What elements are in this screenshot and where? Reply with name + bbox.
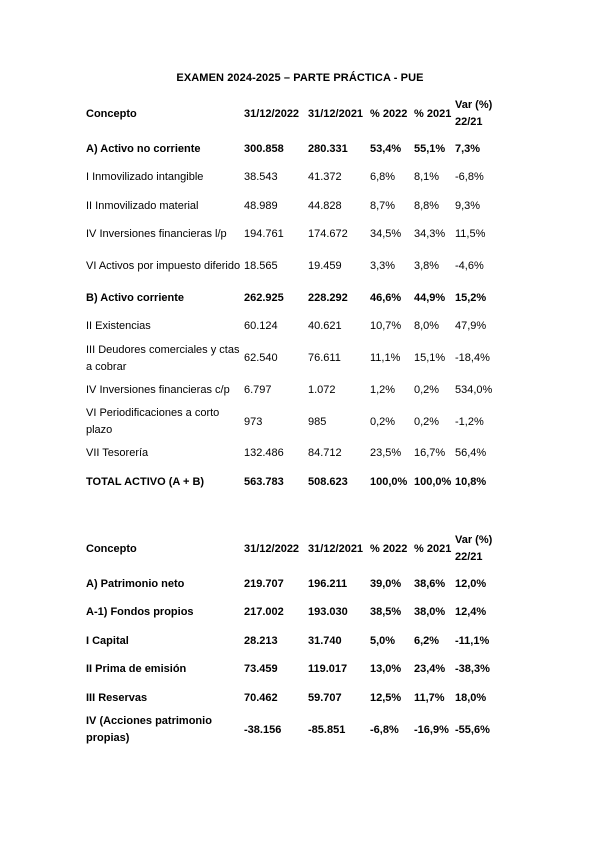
row-concepto: II Existencias	[86, 320, 151, 333]
table-row	[86, 440, 505, 469]
row-pct-2022: 1,2%	[370, 383, 396, 396]
row-var: 7,3%	[455, 142, 481, 155]
row-value-2022: -38.156	[244, 723, 282, 736]
row-value-2022: 300.858	[244, 142, 284, 155]
row-concepto: B) Activo corriente	[86, 291, 185, 304]
row-pct-2021: 15,1%	[414, 352, 446, 364]
table-row	[86, 713, 505, 748]
row-concepto: IV (Acciones patrimonio propias)	[86, 715, 212, 744]
row-value-2021: 228.292	[308, 291, 348, 304]
row-pct-2021: 8,0%	[414, 320, 440, 333]
row-pct-2022: -6,8%	[370, 723, 399, 736]
row-pct-2022: 38,5%	[370, 606, 402, 619]
row-concepto: IV Inversiones financieras c/p	[86, 383, 230, 396]
table-row	[86, 221, 505, 250]
row-concepto: III Deudores comerciales y ctas a cobrar	[86, 343, 240, 373]
row-var: -4,6%	[455, 260, 484, 272]
row-pct-2022: 8,7%	[370, 199, 396, 212]
header-pct-2021: % 2021	[414, 542, 452, 555]
row-value-2022: 60.124	[244, 320, 278, 333]
header-pct-2021: % 2021	[414, 107, 452, 120]
row-value-2022: 132.486	[244, 447, 284, 460]
table-row	[86, 468, 505, 497]
row-value-2021: 76.611	[308, 352, 341, 364]
row-concepto: TOTAL ACTIVO (A + B)	[86, 475, 205, 488]
row-pct-2021: 3,8%	[414, 260, 440, 272]
header-pct-2022: % 2022	[370, 542, 408, 555]
row-var: 9,3%	[455, 199, 481, 212]
row-value-2022: 563.783	[244, 475, 284, 488]
row-pct-2021: 38,6%	[414, 577, 446, 590]
header-2021: 31/12/2021	[308, 542, 364, 555]
row-value-2022: 38.543	[244, 171, 278, 184]
row-pct-2021: 100,0%	[414, 475, 452, 488]
row-var: 18,0%	[455, 691, 487, 704]
row-pct-2021: 38,0%	[414, 606, 446, 619]
header-var: Var (%) 22/21	[455, 99, 493, 128]
table-row	[86, 376, 505, 405]
table-row	[86, 164, 505, 193]
table-row	[86, 284, 505, 313]
activo-table	[86, 93, 505, 497]
table-row	[86, 656, 505, 685]
row-value-2021: 19.459	[308, 260, 342, 272]
activo-body	[86, 135, 505, 497]
row-value-2021: 985	[308, 415, 327, 428]
row-var: 12,4%	[455, 606, 487, 619]
row-value-2022: 73.459	[244, 663, 278, 676]
table-header-row	[86, 93, 505, 135]
row-value-2021: 508.623	[308, 475, 348, 488]
row-concepto: I Inmovilizado intangible	[86, 171, 204, 184]
row-var: -1,2%	[455, 415, 484, 428]
row-value-2021: 1.072	[308, 383, 336, 396]
row-pct-2022: 11,1%	[370, 352, 401, 364]
row-value-2022: 219.707	[244, 577, 284, 590]
row-value-2021: 119.017	[308, 663, 348, 676]
row-var: 11,5%	[455, 228, 486, 241]
row-pct-2021: 23,4%	[414, 663, 446, 676]
table-row	[86, 570, 505, 599]
row-var: 15,2%	[455, 291, 487, 304]
row-var: 56,4%	[455, 447, 487, 460]
table-header-row	[86, 528, 505, 570]
row-pct-2022: 13,0%	[370, 663, 402, 676]
row-pct-2021: 8,1%	[414, 171, 440, 184]
row-value-2022: 217.002	[244, 606, 284, 619]
row-value-2021: 193.030	[308, 606, 348, 619]
row-var: 10,8%	[455, 475, 487, 488]
row-concepto: A) Activo no corriente	[86, 142, 201, 155]
row-value-2022: 28.213	[244, 634, 278, 647]
row-pct-2022: 46,6%	[370, 291, 402, 304]
row-value-2022: 6.797	[244, 383, 272, 396]
header-pct-2022: % 2022	[370, 107, 408, 120]
row-concepto: VII Tesorería	[86, 447, 149, 460]
table-row	[86, 684, 505, 713]
row-pct-2022: 34,5%	[370, 228, 402, 241]
row-value-2022: 973	[244, 415, 263, 428]
row-concepto: I Capital	[86, 634, 129, 647]
row-var: 12,0%	[455, 577, 487, 590]
row-value-2021: -85.851	[308, 723, 346, 736]
row-concepto: VI Activos por impuesto diferido	[86, 260, 241, 272]
row-var: -38,3%	[455, 663, 490, 676]
row-concepto: A-1) Fondos propios	[86, 606, 194, 619]
table-row	[86, 313, 505, 342]
row-pct-2022: 5,0%	[370, 634, 396, 647]
table-row	[86, 405, 505, 440]
header-2022: 31/12/2022	[244, 542, 300, 555]
row-pct-2021: 6,2%	[414, 634, 440, 647]
row-concepto: VI Periodificaciones a corto plazo	[86, 407, 220, 436]
row-concepto: IV Inversiones financieras l/p	[86, 228, 227, 241]
row-pct-2022: 23,5%	[370, 447, 402, 460]
row-value-2021: 280.331	[308, 142, 348, 155]
header-2021: 31/12/2021	[308, 107, 364, 120]
row-pct-2022: 0,2%	[370, 415, 396, 428]
row-concepto: III Reservas	[86, 691, 148, 704]
row-value-2022: 262.925	[244, 291, 284, 304]
row-pct-2022: 12,5%	[370, 691, 402, 704]
row-concepto: II Prima de emisión	[86, 663, 187, 676]
row-var: 534,0%	[455, 383, 493, 396]
header-concepto: Concepto	[86, 107, 137, 120]
row-value-2021: 31.740	[308, 634, 342, 647]
patrimonio-table	[86, 528, 505, 748]
table-row	[86, 341, 505, 376]
row-pct-2021: 11,7%	[414, 691, 445, 704]
row-pct-2022: 39,0%	[370, 577, 402, 590]
row-value-2021: 174.672	[308, 228, 348, 241]
row-pct-2022: 10,7%	[370, 320, 402, 333]
row-pct-2021: 0,2%	[414, 383, 440, 396]
row-pct-2021: 16,7%	[414, 447, 446, 460]
table-row	[86, 135, 505, 164]
row-pct-2021: 8,8%	[414, 199, 440, 212]
header-concepto: Concepto	[86, 542, 137, 555]
row-value-2021: 40.621	[308, 320, 342, 333]
table-row	[86, 627, 505, 656]
row-value-2021: 41.372	[308, 171, 342, 184]
document-title: EXAMEN 2024-2025 – PARTE PRÁCTICA - PUE	[176, 72, 424, 84]
row-value-2022: 70.462	[244, 691, 278, 704]
row-value-2021: 59.707	[308, 691, 342, 704]
row-value-2022: 194.761	[244, 228, 284, 241]
table-row	[86, 192, 505, 221]
row-var: 47,9%	[455, 320, 487, 333]
row-concepto: II Inmovilizado material	[86, 199, 199, 212]
row-value-2021: 196.211	[308, 577, 348, 590]
header-var: Var (%) 22/21	[455, 534, 493, 563]
row-value-2022: 48.989	[244, 199, 278, 212]
row-pct-2021: -16,9%	[414, 723, 449, 736]
row-var: -55,6%	[455, 723, 490, 736]
row-value-2022: 62.540	[244, 352, 278, 364]
patrimonio-body	[86, 570, 505, 748]
row-pct-2022: 3,3%	[370, 260, 396, 272]
row-pct-2021: 44,9%	[414, 291, 446, 304]
row-value-2022: 18.565	[244, 260, 278, 272]
row-pct-2022: 100,0%	[370, 475, 408, 488]
table-row	[86, 249, 505, 284]
row-pct-2022: 6,8%	[370, 171, 396, 184]
row-value-2021: 84.712	[308, 447, 342, 460]
row-pct-2022: 53,4%	[370, 142, 402, 155]
table-row	[86, 599, 505, 628]
header-2022: 31/12/2022	[244, 107, 300, 120]
row-concepto: A) Patrimonio neto	[86, 577, 185, 590]
row-var: -6,8%	[455, 171, 484, 184]
row-var: -18,4%	[455, 352, 490, 364]
row-pct-2021: 34,3%	[414, 228, 446, 241]
row-pct-2021: 55,1%	[414, 142, 446, 155]
row-var: -11,1%	[455, 634, 490, 647]
row-pct-2021: 0,2%	[414, 415, 440, 428]
row-value-2021: 44.828	[308, 199, 342, 212]
